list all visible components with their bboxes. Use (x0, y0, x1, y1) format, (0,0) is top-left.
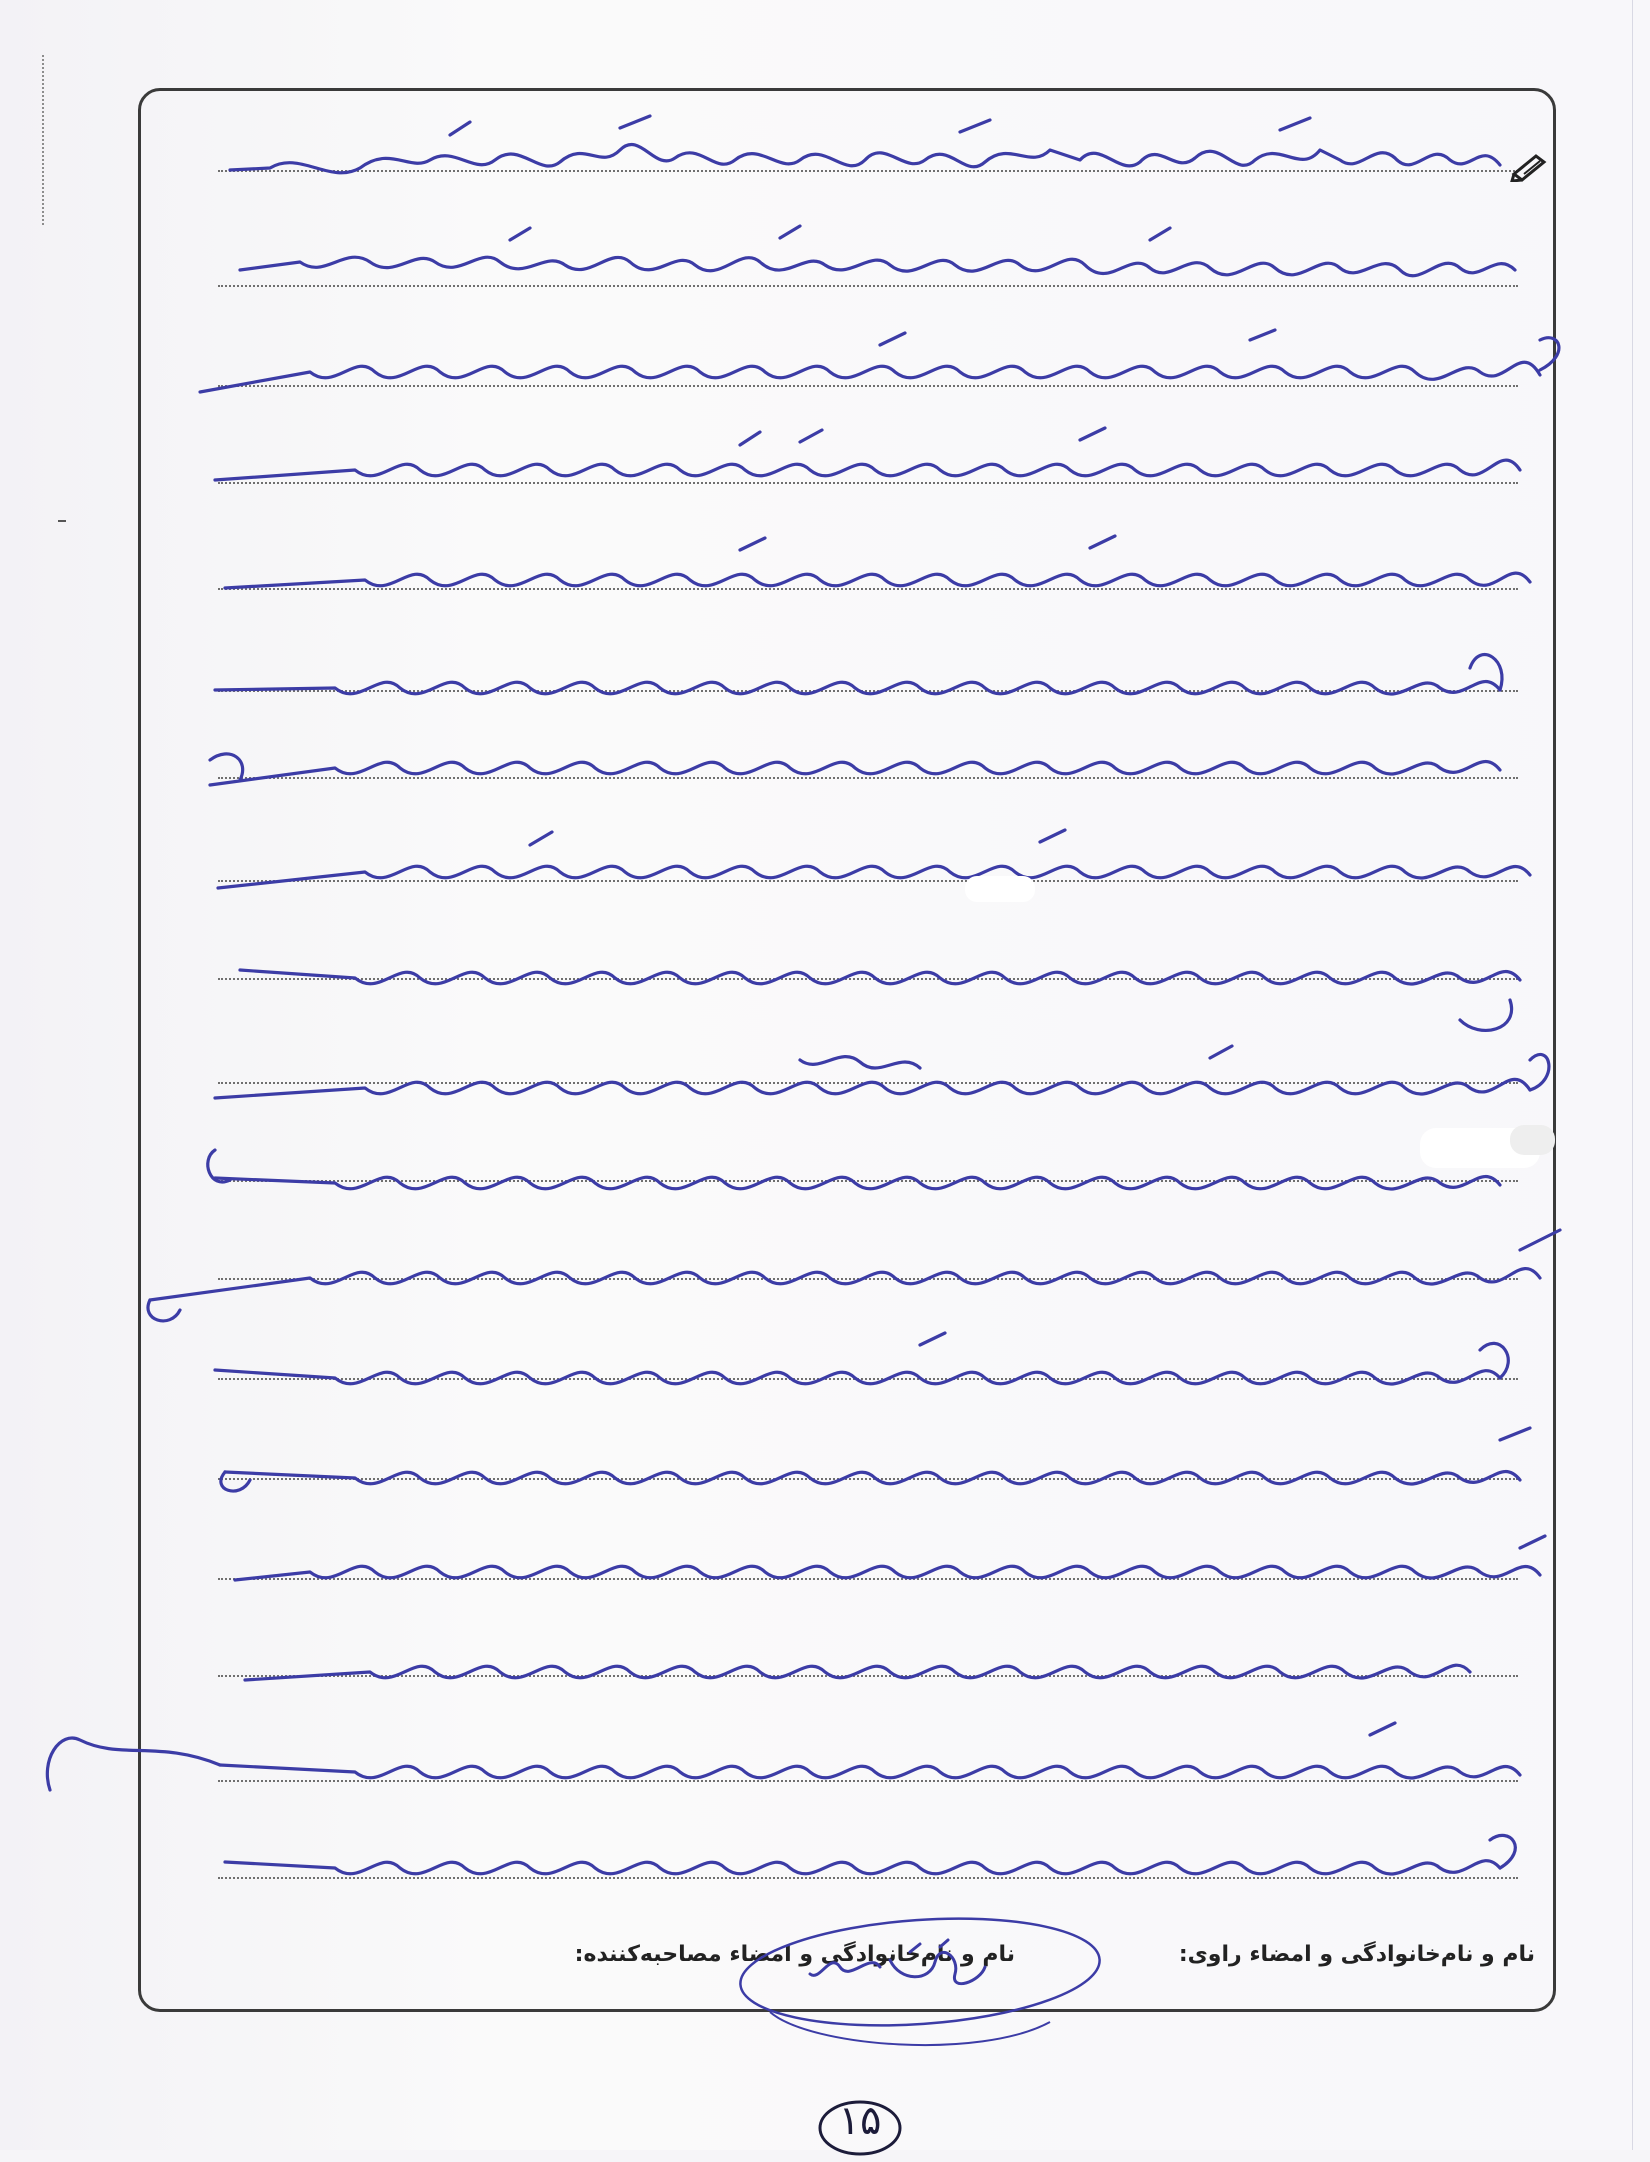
interviewer-signature-label: نام و نام‌خانوادگی و امضاء مصاحبه‌کننده: (574, 1942, 1015, 1967)
correction-blot (965, 876, 1035, 902)
narrator-signature-label: نام و نام‌خانوادگی و امضاء راوی: (1178, 1942, 1535, 1967)
signature-scribble (730, 1912, 1110, 2062)
correction-blot (1510, 1125, 1555, 1155)
page-number: ۱۵ (838, 2098, 882, 2144)
